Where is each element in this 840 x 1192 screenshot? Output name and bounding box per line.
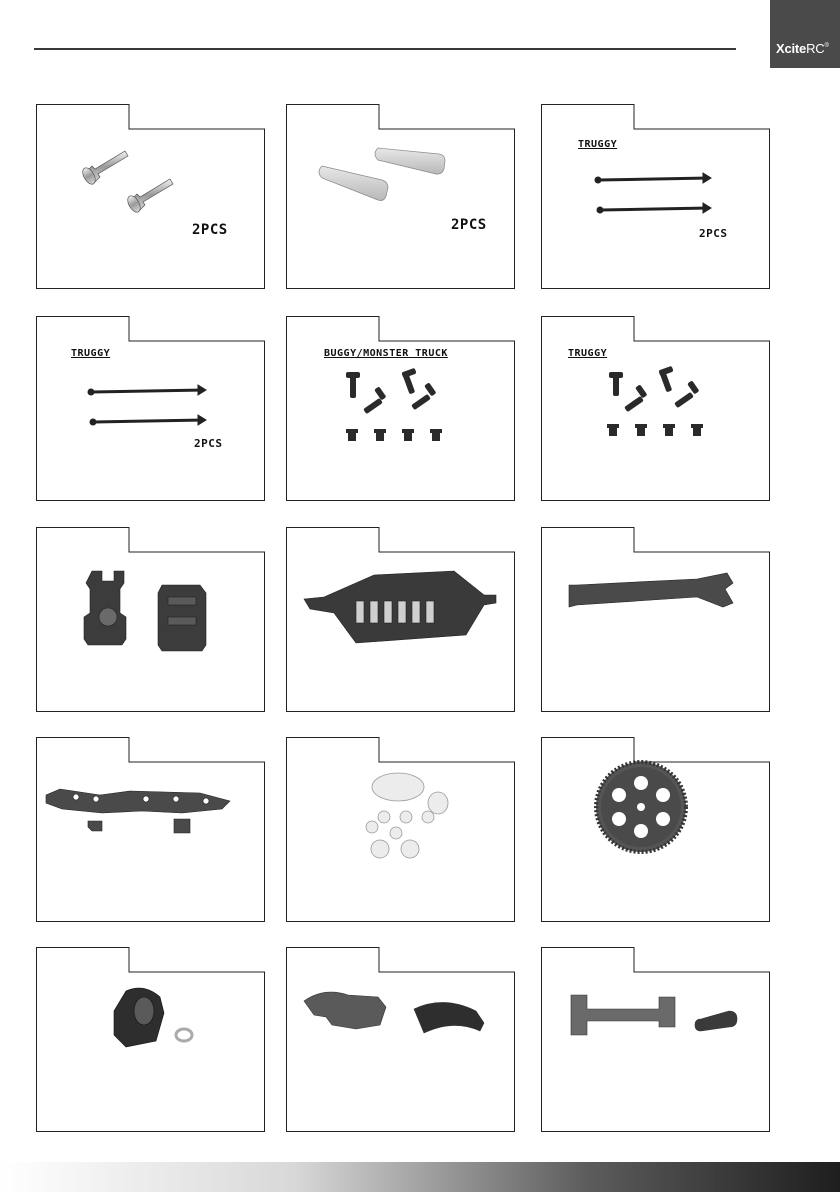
part-card-gearbox-housing [36,527,265,712]
part-card-motor-mount [36,947,265,1132]
part-card-spur-gear [541,737,770,922]
model-label: TRUGGY [568,348,608,359]
top-plate-image [36,737,265,922]
footer-gradient-bar [0,1162,840,1192]
part-card-truggy-screws [541,316,770,501]
chassis-brace-image [541,527,770,712]
screws-image [286,316,515,501]
part-card-shock-boots [286,104,515,289]
screws-image [541,316,770,501]
dogbone-image [541,104,770,289]
gearbox-housing-image [36,527,265,712]
header-rule [34,48,736,50]
dogbone-image [36,316,265,501]
servo-mount-image [541,947,770,1132]
shock-boot-image [286,104,515,289]
spur-gear-image [541,737,770,922]
model-label: TRUGGY [71,348,111,359]
part-card-gear-cover [286,947,515,1132]
part-card-servo-mount [541,947,770,1132]
gear-cover-image [286,947,515,1132]
part-card-top-plate [36,737,265,922]
model-label: BUGGY/MONSTER TRUCK [324,348,448,359]
part-card-differential-gears [286,737,515,922]
quantity-label: 2PCS [194,437,223,450]
quantity-label: 2PCS [699,227,728,240]
motor-mount-image [36,947,265,1132]
part-card-truggy-dogbones-a [541,104,770,289]
quantity-label: 2PCS [451,217,487,233]
part-card-chassis-brace [541,527,770,712]
part-card-truggy-dogbones-b [36,316,265,501]
brand-logo: XciteRC® [770,0,840,68]
part-card-buggy-monster-truck-screws [286,316,515,501]
chassis-plate-image [286,527,515,712]
aluminium-axle-image [36,104,265,289]
differential-gears-image [286,737,515,922]
model-label: TRUGGY [578,139,618,150]
part-card-chassis-plate [286,527,515,712]
part-card-aluminium-axles [36,104,265,289]
quantity-label: 2PCS [192,222,228,238]
